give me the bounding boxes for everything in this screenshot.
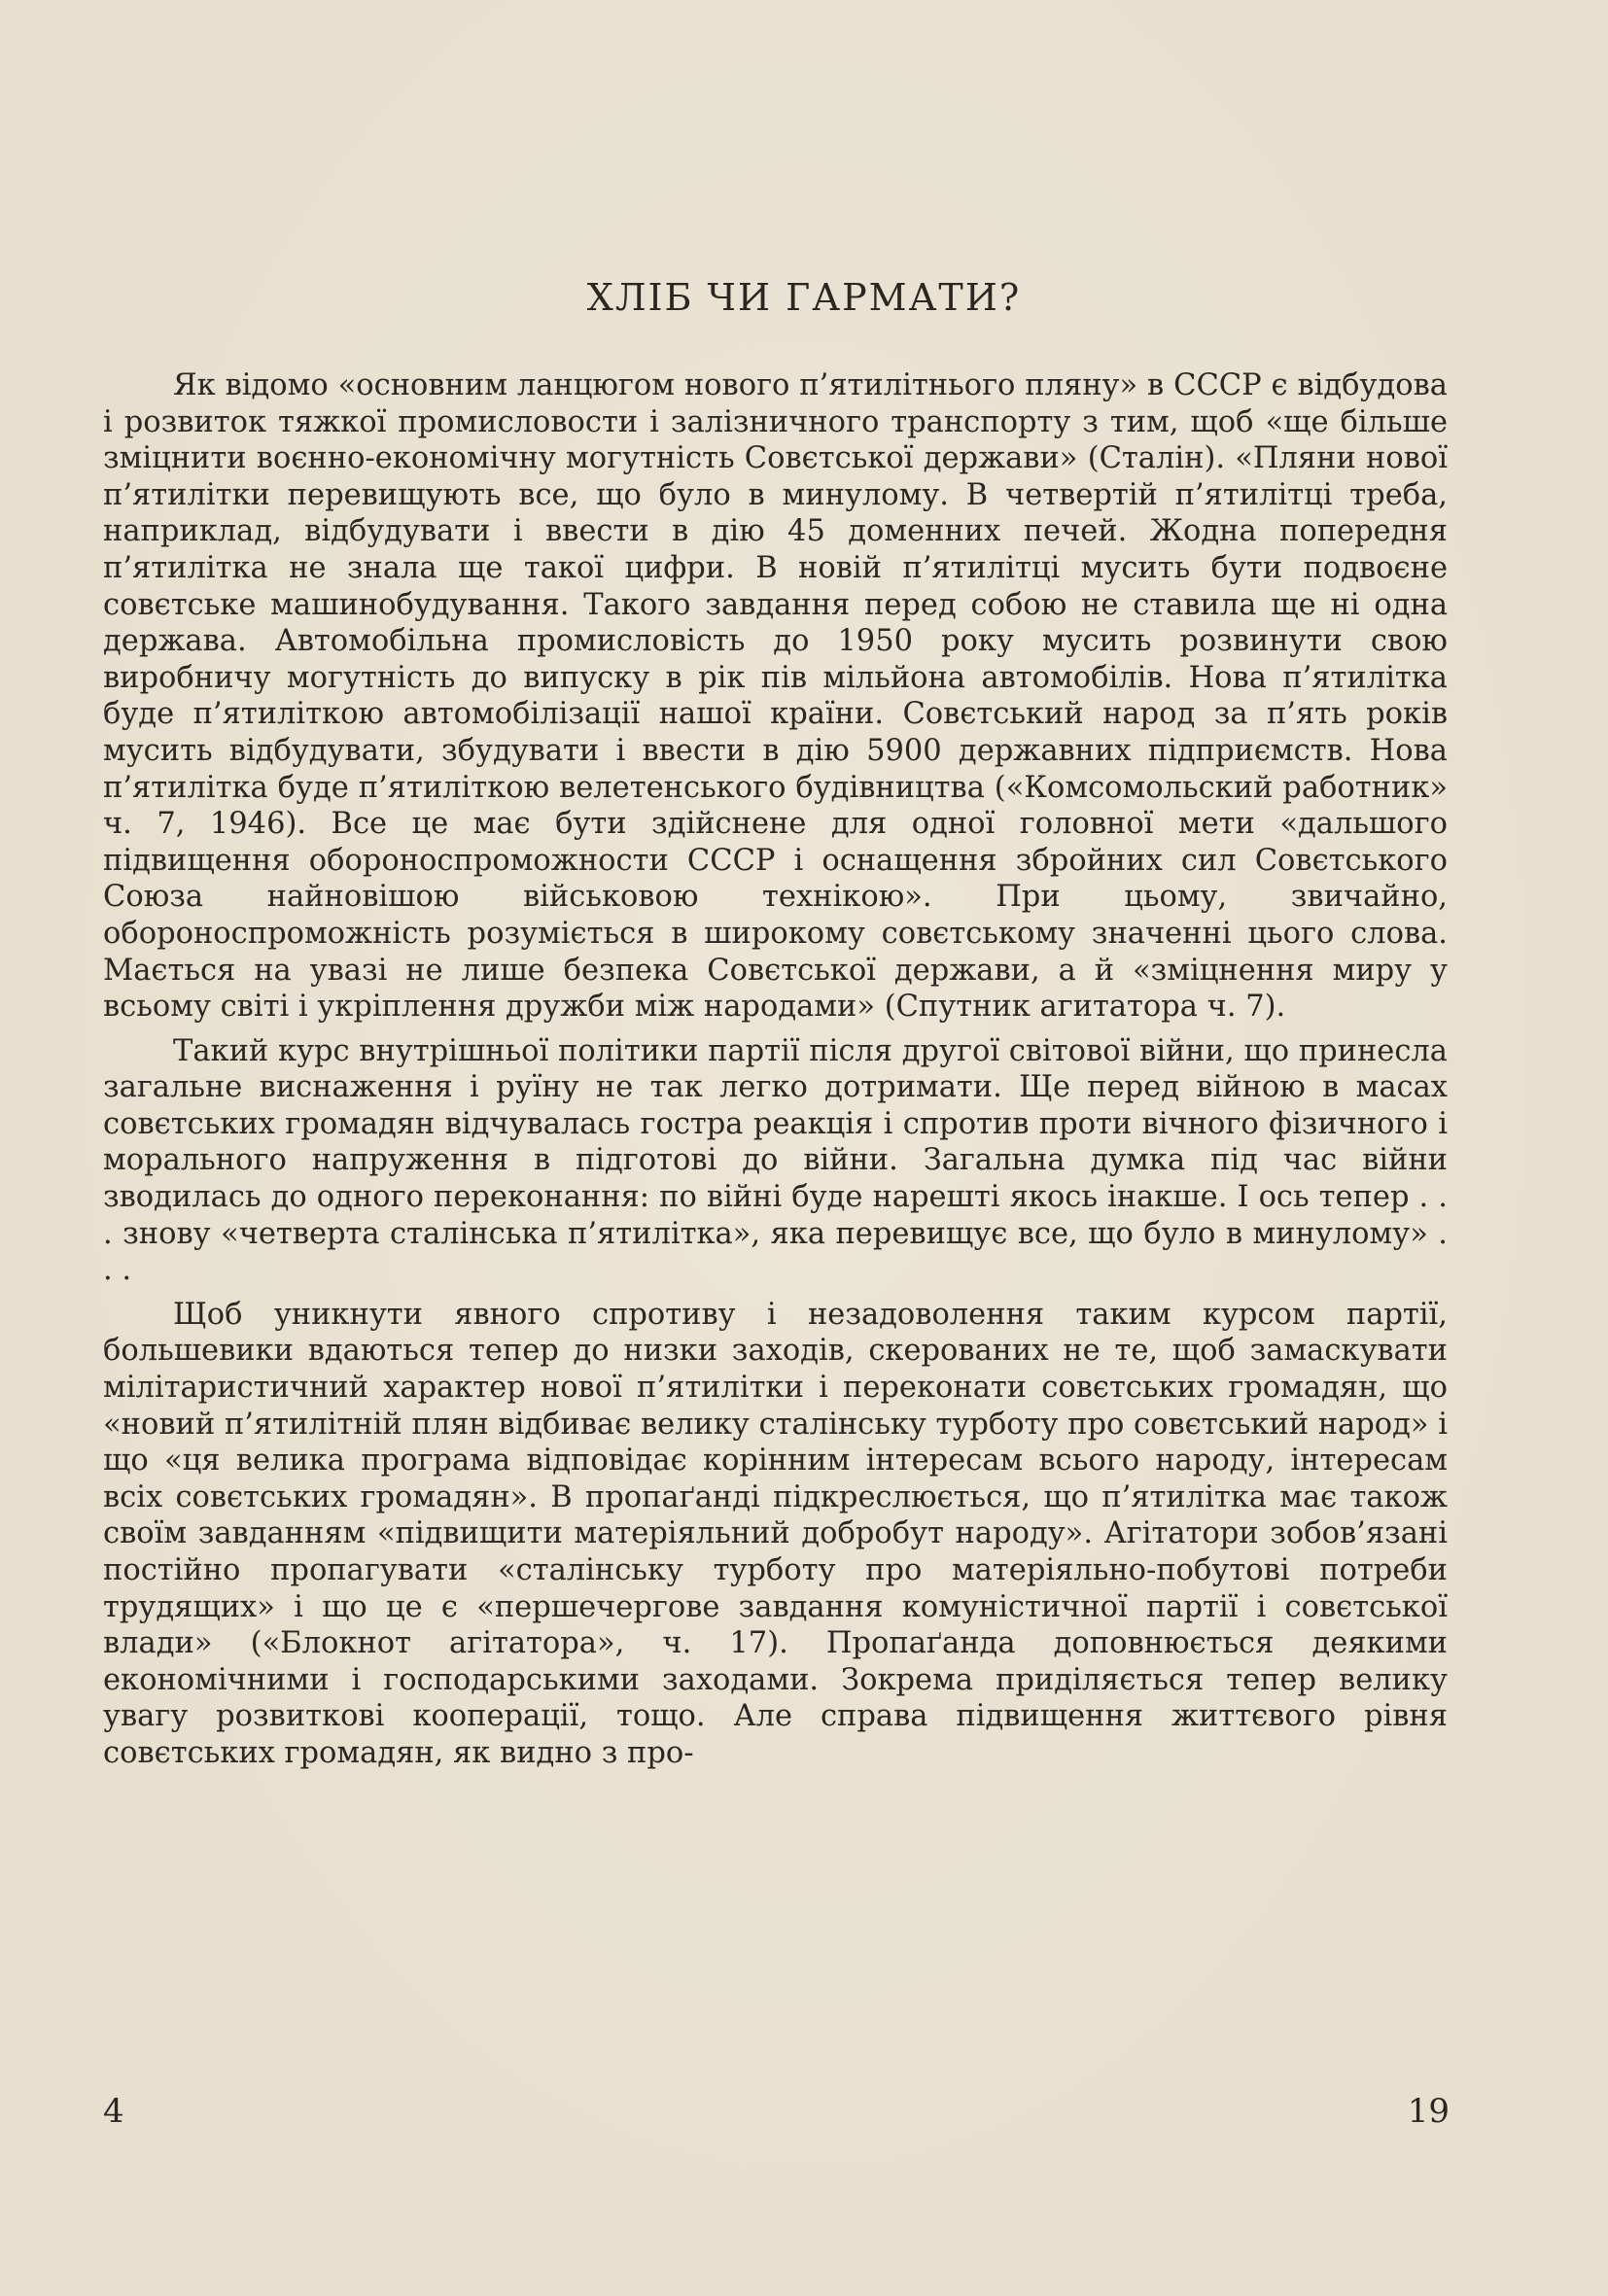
- signature-mark: 4: [103, 2092, 124, 2131]
- paragraph-1: Як відомо «основним ланцюгом нового п’ятилітнього пляну» в СССР є відбудова і розвиток тяжкої промисловости і залізничного транспорту з тим, щоб «ще більше зміцнити воєнно-економічну могутність Совєтської держави» (Сталін). «Пляни нової п’ятилітки перевищують все, що було в минулому. В четвертій п’ятилітці треба, наприклад, відбудувати і ввести в дію 45 доменних печей. Жодна попередня п’ятилітка не знала ще такої цифри. В новій п’ятилітці мусить бути подвоєне совєтське машинобудування. Такого завдання перед собою не ставила ще ні одна держава. Автомобільна промисловість до 1950 року мусить розвинути свою виробничу могутність до випуску в рік пів мільйона автомобілів. Нова п’ятилітка буде п’ятиліткою автомобілізації нашої країни. Совєтський народ за п’ять років мусить відбудувати, збудувати і ввести в дію 5900 державних підприємств. Нова п’ятилітка буде п’ятиліткою велетенського будівництва («Комсомольский работник» ч. 7, 1946). Все це має бути здійснене для одної головної мети «дальшого підвищення обороноспроможности СССР і оснащення збройних сил Совєтського Союза найновішою військовою технікою». При цьому, звичайно, обороноспроможність розуміється в широкому совєтському значенні цього слова. Мається на увазі не лише безпека Совєтської держави, а й «зміцнення миру у всьому світі і укріплення дружби між народами» (Спутник агитатора ч. 7).: [103, 368, 1448, 1025]
- paragraph-2: Такий курс внутрішньої політики партії після другої світової війни, що принесла загальне виснаження і руїну не так легко дотримати. Ще перед війною в масах совєтських громадян відчувалась гостра реакція і спротив проти вічного фізичного і морального напруження в підготові до війни. Загальна думка під час війни зводилась до одного переконання: по війні буде нарешті якось інакше. І ось тепер . . . знову «четверта сталінська п’ятилітка», яка перевищує все, що було в минулому» . . .: [103, 1033, 1448, 1288]
- page-title: ХЛІБ ЧИ ГАРМАТИ?: [586, 276, 1022, 319]
- paragraph-3: Щоб уникнути явного спротиву і незадоволення таким курсом партії, большевики вдаються тепер до низки заходів, скерованих не те, щоб замаскувати мілітаристичний характер нової п’ятилітки і переконати совєтських громадян, що «новий п’ятилітній плян відбиває велику сталінську турботу про совєтський народ» і що «ця велика програма відповідає корінним інтересам всього народу, інтересам всіх совєтських громадян». В пропаґанді підкреслюється, що п’ятилітка має також своїм завданням «підвищити матеріяльний добробут народу». Агітатори зобов’язані постійно пропагувати «сталінську турботу про матеріяльно-побутові потреби трудящих» і що це є «першечергове завдання комуністичної партії і совєтської влади» («Блокнот агітатора», ч. 17). Пропаґанда доповнюється деякими економічними і господарськими заходами. Зокрема приділяється тепер велику увагу розвиткові кооперації, тощо. Але справа підвищення життєвого рівня совєтських громадян, як видно з про-: [103, 1297, 1449, 1770]
- body-text: [103, 367, 1448, 1780]
- page-number: 19: [1407, 2092, 1450, 2131]
